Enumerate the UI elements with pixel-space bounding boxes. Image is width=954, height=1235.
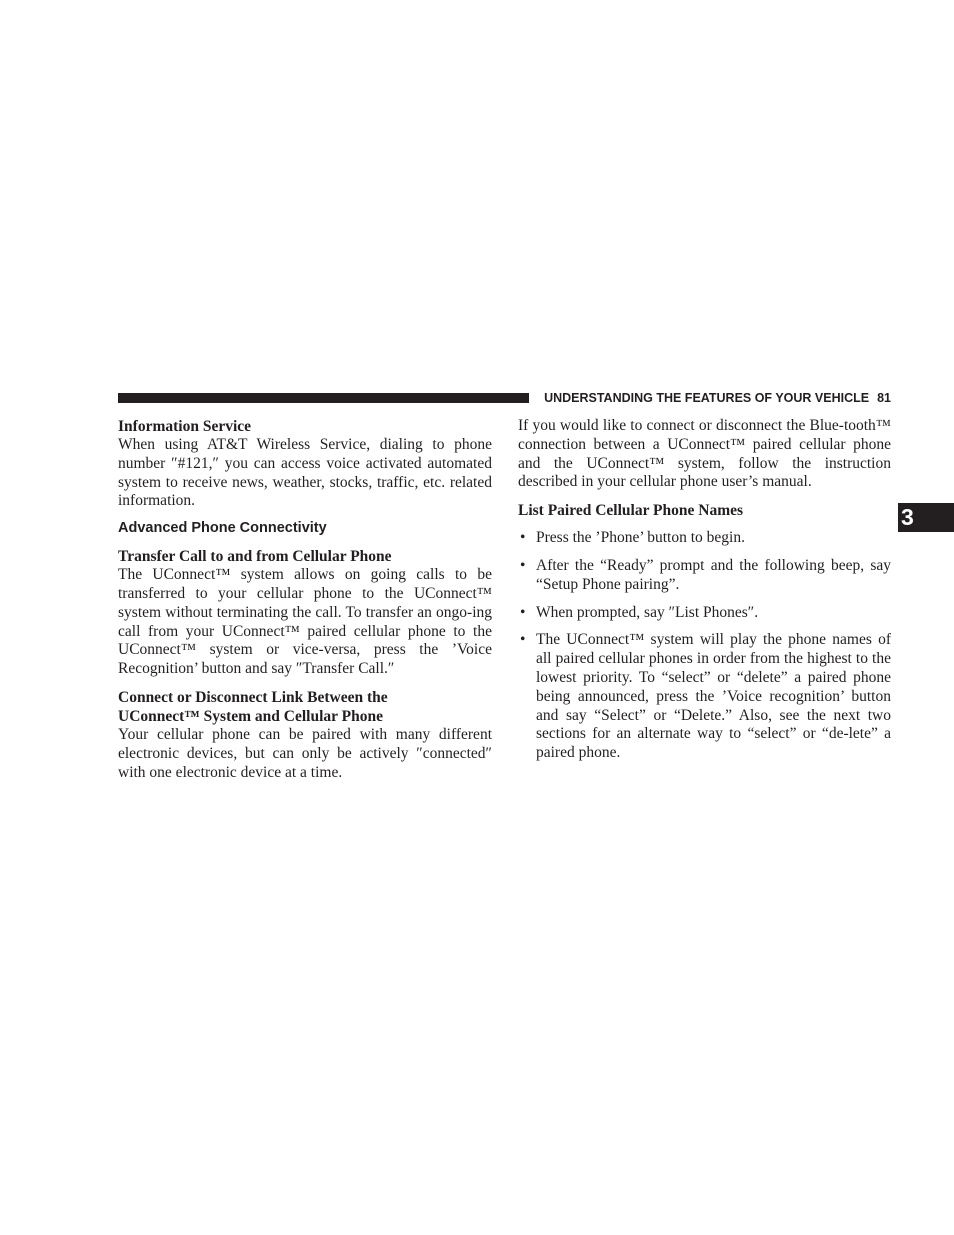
left-column (118, 417, 492, 782)
bullet-icon: • (520, 556, 526, 574)
bullet-icon: • (520, 603, 526, 621)
spacer (518, 492, 891, 501)
list-item-text: When prompted, say ″List Phones″. (536, 603, 759, 621)
header-rule (118, 393, 529, 403)
list-paired-phones-heading: List Paired Cellular Phone Names (518, 502, 744, 520)
connect-heading-line1: Connect or Disconnect Link Between the (118, 688, 388, 706)
bluetooth-intro-text: If you would like to connect or disconnect the Blue-tooth™ connection between a UConnect™ paired cellular phone and the UConnect™ system, follow the instruction described in your cellular phone user’s manual. (518, 417, 891, 491)
list-item (518, 631, 891, 763)
transfer-call-heading: Transfer Call to and from Cellular Phone (118, 548, 392, 566)
list-item-text: After the “Ready” prompt and the following beep, say “Setup Phone pairing”. (536, 556, 891, 593)
connect-heading-line2: UConnect™ System and Cellular Phone (118, 707, 383, 725)
connect-disconnect-text: Your cellular phone can be paired with many different electronic devices, but can only be actively ″connected″ with one electronic device at a time. (118, 725, 492, 781)
running-header-title: UNDERSTANDING THE FEATURES OF YOUR VEHICLE (544, 391, 870, 405)
list-item (518, 529, 891, 548)
connect-disconnect-heading (118, 688, 492, 726)
spacer (118, 679, 492, 688)
running-header (538, 390, 891, 406)
bullet-icon: • (520, 529, 526, 547)
information-service-text: When using AT&T Wireless Service, dialing to phone number ″#121,″ you can access voice activated automated system to receive news, weather, stocks, traffic, etc. related information. (118, 436, 492, 510)
bullet-icon: • (520, 631, 526, 649)
list-item-text: Press the ’Phone’ button to begin. (536, 529, 745, 547)
instruction-list (518, 529, 891, 763)
transfer-call-text: The UConnect™ system allows on going calls to be transferred to your cellular phone to the UConnect™ system without terminating the call. To transfer an ongo-ing call from your UConnect™ paired cellular phone to the UConnect™ system or vice-versa, press the ’Voice Recognition’ button and say ″Transfer Call.″ (118, 566, 492, 678)
chapter-tab: 3 (898, 503, 954, 532)
advanced-phone-connectivity-heading: Advanced Phone Connectivity (118, 520, 327, 537)
list-item (518, 604, 891, 623)
page-number: 81 (877, 391, 891, 405)
right-column (518, 417, 891, 772)
list-item (518, 557, 891, 595)
information-service-heading: Information Service (118, 418, 252, 435)
spacer (518, 520, 891, 529)
list-item-text: The UConnect™ system will play the phone names of all paired cellular phones in order from the highest to the lowest priority. To “select” or “delete” a paired phone being announced, press the ’Voice recognition’ button and say “Select” or “Delete.” Also, see the next two sections for an alternate way to “select” or “de-lete” a paired phone. (536, 631, 891, 762)
